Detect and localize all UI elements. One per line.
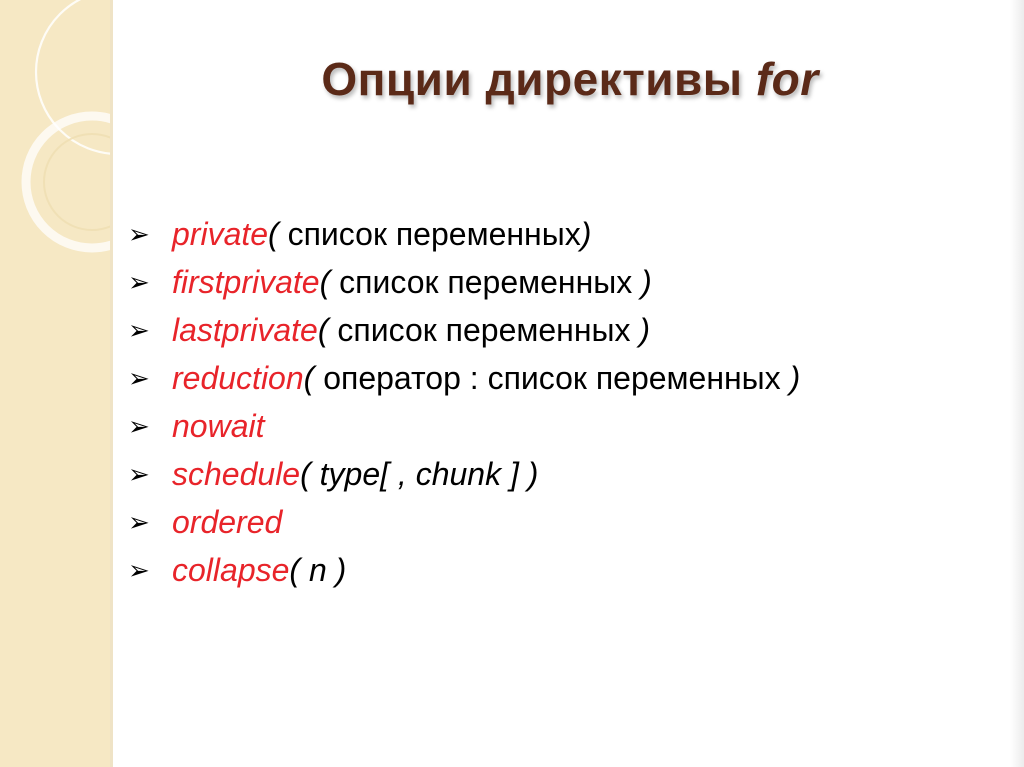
option-keyword: private [172, 216, 269, 252]
list-item [128, 258, 800, 306]
arrow-bullet-icon: ➢ [128, 411, 150, 441]
arrow-bullet-icon: ➢ [128, 459, 150, 489]
list-item [128, 546, 800, 594]
close-paren: ) [580, 216, 592, 252]
decorative-side-band [0, 0, 110, 767]
directive-options-list [128, 210, 800, 594]
close-paren: ) [335, 552, 347, 588]
option-keyword: ordered [172, 504, 283, 540]
close-paren: ) [639, 312, 651, 348]
list-item [128, 306, 800, 354]
open-paren: ( [319, 264, 331, 300]
option-args: оператор : список переменных [314, 360, 790, 396]
option-keyword: firstprivate [172, 264, 320, 300]
arrow-bullet-icon: ➢ [128, 507, 150, 537]
option-args: список переменных [330, 264, 642, 300]
list-item [128, 354, 800, 402]
close-paren: ) [527, 456, 539, 492]
option-keyword: lastprivate [172, 312, 318, 348]
option-args: type[ , chunk ] [310, 456, 528, 492]
title-keyword: for [755, 53, 819, 105]
open-paren: ( [289, 552, 301, 588]
option-args: список переменных [278, 216, 581, 252]
option-keyword: reduction [172, 360, 304, 396]
option-keyword: nowait [172, 408, 265, 444]
open-paren: ( [303, 360, 315, 396]
open-paren: ( [317, 312, 329, 348]
arrow-bullet-icon: ➢ [128, 315, 150, 345]
option-args: список переменных [328, 312, 640, 348]
title-text: Опции директивы [321, 53, 743, 105]
arrow-bullet-icon: ➢ [128, 363, 150, 393]
decorative-circles [0, 0, 110, 767]
open-paren: ( [268, 216, 279, 252]
arrow-bullet-icon: ➢ [128, 555, 150, 585]
list-item [128, 498, 800, 546]
slide-title [0, 52, 1024, 106]
option-keyword: schedule [172, 456, 301, 492]
right-edge-shadow [1010, 0, 1024, 767]
list-item [128, 210, 800, 258]
arrow-bullet-icon: ➢ [128, 267, 150, 297]
band-edge [110, 0, 113, 767]
option-args: n [300, 552, 336, 588]
arrow-bullet-icon: ➢ [128, 219, 150, 249]
close-paren: ) [641, 264, 652, 300]
list-item [128, 450, 800, 498]
close-paren: ) [789, 360, 801, 396]
open-paren: ( [300, 456, 311, 492]
list-item [128, 402, 800, 450]
option-keyword: collapse [172, 552, 290, 588]
